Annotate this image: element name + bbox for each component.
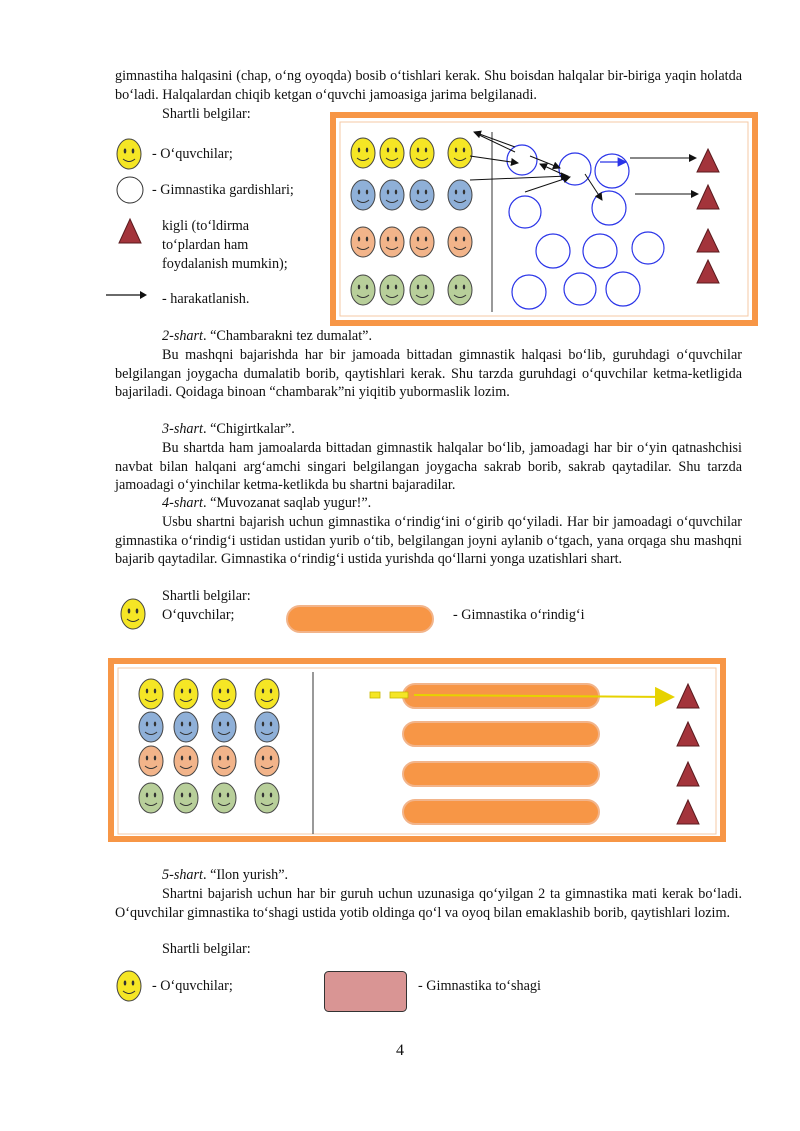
student-icon — [351, 275, 375, 305]
page-number: 4 — [396, 1042, 404, 1059]
student-icon — [174, 679, 198, 709]
student-icon — [139, 679, 163, 709]
student-icon — [174, 712, 198, 742]
student-icon — [448, 138, 472, 168]
shart5-heading: 5-shart. “Ilon yurish”. — [162, 867, 289, 883]
legend2-bench: - Gimnastika o‘rindig‘i — [453, 607, 585, 623]
legend2-title: Shartli belgilar: — [162, 588, 251, 604]
top-paragraph: gimnastiha halqasini (chap, o‘ng oyoqda) bosib o‘tishlari kerak. Shu boisdan halqalar bir-biriga yaqin holatda bo‘ladi. Halqalardan chiqib ketgan o‘quvchi jamoasiga jarima belgilanadi. — [115, 68, 742, 103]
student-icon — [351, 138, 375, 168]
legend3-title: Shartli belgilar: — [162, 941, 251, 957]
student-icon — [380, 138, 404, 168]
legend2-bench-icon — [285, 603, 435, 635]
student-icon — [212, 746, 236, 776]
legend3-student-icon — [116, 970, 142, 1002]
legend1-hoop-icon — [115, 175, 145, 205]
legend3-mat-icon — [323, 970, 409, 1014]
legend1-pins-line3: foydalanish mumkin); — [162, 256, 288, 272]
student-icon — [255, 679, 279, 709]
student-icon — [410, 227, 434, 257]
shart3-heading: 3-shart. “Chigirtkalar”. — [162, 421, 295, 437]
legend3-students: - O‘quvchilar; — [152, 978, 233, 994]
student-icon — [174, 783, 198, 813]
student-icon — [410, 275, 434, 305]
legend1-hoops: - Gimnastika gardishlari; — [152, 182, 294, 198]
legend1-pins-line1: kigli (to‘ldirma — [162, 218, 250, 234]
student-icon — [255, 712, 279, 742]
diagram-hoops-field — [330, 112, 758, 326]
student-icon — [139, 746, 163, 776]
legend1-movement: - harakatlanish. — [162, 291, 250, 307]
shart2-text: Bu mashqni bajarishda har bir jamoada bittadan gimnastik halqasi bo‘lib, guruhdagi o‘quvchilar belgilangan joygacha dumalatib borib, qaytishlari kerak. Shu tarzda guruhdagi o‘quvchilar ketma-ketligida bajariladi. Qoidaga binoan “chambarak”ni yiqitib yubormaslik lozim. — [115, 347, 742, 400]
legend1-pins-line2: to‘plardan ham — [162, 237, 249, 253]
legend1-arrow-icon — [106, 288, 148, 302]
shart2-heading: 2-shart. “Chambarakni tez dumalat”. — [162, 328, 372, 344]
student-icon — [139, 783, 163, 813]
student-icon — [351, 227, 375, 257]
student-icon — [139, 712, 163, 742]
legend3-mat: - Gimnastika to‘shagi — [418, 978, 541, 994]
student-icon — [255, 746, 279, 776]
legend2-student-icon — [120, 598, 146, 630]
diagram-bench-field — [108, 658, 726, 844]
shart3-text: Bu shartda ham jamoalarda bittadan gimnastik halqalar bo‘lib, jamoadagi har bir o‘yin qatnashchisi navbat bilan halqani arg‘amchi singari belgilangan joygacha sakrab borib, sakrab qaytadilar. Shu tarzda jamoadagi o‘yinchilar ketma-ketlikda bu shartni bajaradilar. — [115, 440, 742, 493]
student-icon — [380, 227, 404, 257]
student-icon — [380, 275, 404, 305]
student-icon — [174, 746, 198, 776]
shart4-heading: 4-shart. “Muvozanat saqlab yugur!”. — [162, 495, 372, 511]
student-icon — [212, 679, 236, 709]
legend1-students: - O‘quvchilar; — [152, 146, 233, 162]
student-icon — [448, 180, 472, 210]
student-icon — [410, 180, 434, 210]
legend1-title: Shartli belgilar: — [162, 106, 251, 122]
student-icon — [212, 712, 236, 742]
student-icon — [380, 180, 404, 210]
student-icon — [212, 783, 236, 813]
student-icon — [448, 227, 472, 257]
shart5-text: Shartni bajarish uchun har bir guruh uchun uzunasiga qo‘yilgan 2 ta gimnastika mati kerak bo‘ladi. O‘quvchilar gimnastika to‘shagi ustida yotib oldinga qo‘l va oyoq bilan emaklashib borib, qaytishlari lozim. — [115, 886, 742, 921]
student-icon — [255, 783, 279, 813]
legend1-student-icon — [116, 138, 142, 170]
student-icon — [448, 275, 472, 305]
legend1-pin-icon — [117, 217, 143, 245]
student-icon — [410, 138, 434, 168]
legend2-students: O‘quvchilar; — [162, 607, 235, 623]
shart4-text: Usbu shartni bajarish uchun gimnastika o‘rindig‘ini o‘girib qo‘yiladi. Har bir jamoadagi o‘quvchilar gimnastika o‘rindig‘i ustidan ustidan yurib o‘tib, belgilangan joyni aylanib o‘tgach, yana orqaga shu mashqni bajarib qaytadilar. Gimnastika o‘rindig‘i ustida yurishda qo‘llarni yonga uzatishlari shart. — [115, 514, 742, 567]
student-icon — [351, 180, 375, 210]
